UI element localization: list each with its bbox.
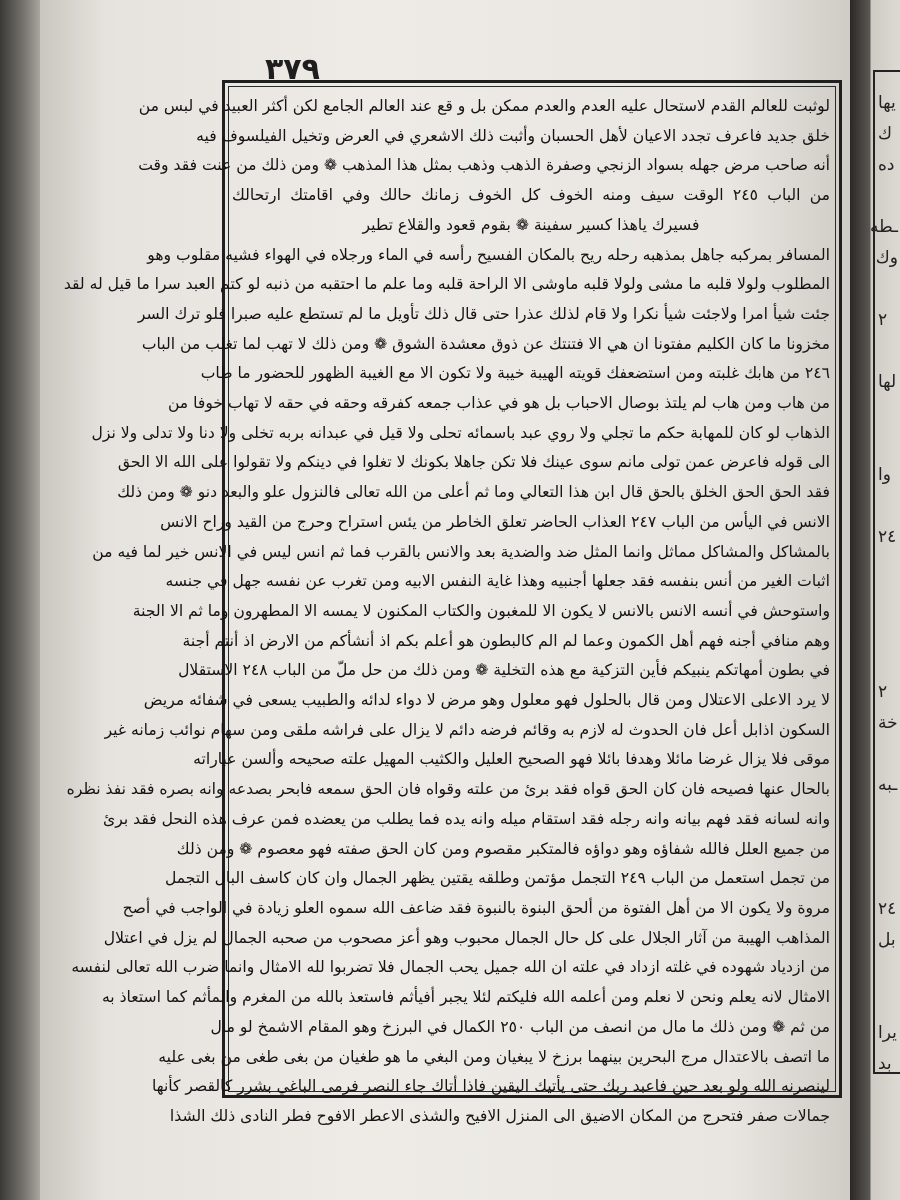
text-line: من جميع العلل فالله شفاؤه وهو دواؤه فالمتكبر مقصوم ومن كان الحق صفته فهو معصوم ❁ ومن ذلك [176,839,830,858]
page-number: ٣٧٩ [265,52,320,87]
text-line: في بطون أمهاتكم ينبيكم فأين التزكية مع هذه التخلية ❁ ومن ذلك من حل ملّ من الباب ٢٤٨ الاستقلال [178,661,830,680]
text-line: السكون اذابل أعل فان الحدوث له لازم به وقائم فرضه دائم لا يزال على فراشه ملقى ومن سهام نوائب زمانه غير [104,720,830,739]
margin-fragment [878,736,898,767]
margin-fragment [878,612,898,643]
main-text-block [63,92,830,1125]
text-line: وانه لسانه فقد فهم بيانه وانه رجله فقد استقام ميله وانه يده فما يطلب من يعضده فمن عرف هذه النحل فقد برئ [103,809,830,828]
margin-fragment [878,860,898,891]
text-line: من ثم ❁ ومن ذلك ما مال من انصف من الباب ٢٥٠ الكمال في البرزخ وهو المقام الاشمخ لو مال [210,1017,830,1036]
margin-fragment: لها [878,372,897,392]
margin-fragment: ـبه [878,775,898,795]
text-line: المسافر بمركبه جاهل بمذهبه رحله ريح بالمكان الفسيح رأسه في الماء ورجلاه في الهواء فشيه مقلوب وهو [147,245,830,264]
text-line: الذهاب لو كان للمهابة حكم ما تجلي ولا روي عبد باسمائه تحلى ولا قيل في عبدانه بربه تخلى ولا دنا ولا تدلى ولا نزل [91,423,830,442]
margin-fragment: ـطه [869,217,898,237]
verse-line: فسيرك ياهذا كسير سفينة ❁ بقوم قعود والقلاع تطير [362,215,700,234]
text-line: اثبات الغير من أنس بنفسه فقد جعلها أجنبيه وهذا غاية النفس الابيه ومن تغرب عن نفسه جهل في جنسه [165,572,830,591]
text-line: جمالات صفر فتحرج من المكان الاضيق الى المنزل الافيح والشذى الاعطر الافوح فطر النادى ذلك الشذا [169,1106,830,1125]
text-line: الانس في اليأس من الباب ٢٤٧ العذاب الحاضر تعلق الخاطر من يئس استراح وحرج من القيد وراح الانس [160,512,830,531]
text-line: من ازدياد شهوده في غلته ازداد في علته ان الله جميل يحب الجمال فلا تضربوا لله الامثال وانما ضرب الله تعالى لنفسه [71,958,830,977]
text-line: الامثال لانه يعلم ونحن لا نعلم ومن أعلمه الله فليكتم لئلا يجبر أفيأثم فاستعذ بالله من المغرم والمأثم كما استعاذ به [101,988,830,1007]
margin-fragment [878,178,898,209]
margin-fragment: وا [878,465,891,485]
text-line: جئت شيأ امرا ولاجئت شيأ نكرا ولا قام لذلك عذرا حتى قال ذلك تأويل ما لم تستطع عليه صبرا فلو ترك السر [137,304,830,323]
margin-fragment: ده [878,155,895,175]
next-page-margin-text [869,85,898,1074]
text-line: من تجمل استعمل من الباب ٢٤٩ التجمل مؤتمن وطلقه يقتين يظهر الجمال وان كان كاسف البال التجمل [164,869,830,888]
text-line: من الباب ٢٤٥ الوقت سيف ومنه الخوف كل الخوف زمانك حالك وفي اقامتك ارتحالك [232,186,830,205]
margin-fragment [878,984,898,1015]
text-line: وهم منافي أجنه فهم أهل الكمون وعما لم الم كالبطون هو أعلم بكم اذ أنشأكم من الارض اذ أنتم أجنة [182,631,830,650]
text-line: الى قوله فاعرض عمن تولى مانم سوى عينك فلا تكن جاهلا بكونك لا تغلوا في دينكم ولا تقولوا على الله الا الحق [117,453,830,472]
margin-fragment [878,333,898,364]
margin-fragment: بد [878,1054,892,1074]
text-line: مروة ولا يكون الا من أهل الفتوة من ألحق البنوة بالنبوة فقد ضاعف الله سموه العلو زيادة في الواجب في أصح [122,898,830,917]
text-line: فقد الحق الحق الخلق بالحق قال ابن هذا التعالي وما ثم أعلى من الله تعالى فالنزول علو والبعد دنو ❁ ومن ذلك [117,483,830,502]
left-gutter-shadow [0,0,40,1200]
margin-fragment [878,395,898,426]
margin-fragment [878,581,898,612]
margin-fragment: ك [878,124,893,144]
text-line: مخزونا ما كان الكليم مفتونا ان هي الا فتنتك عن ذوق معشدة الشوق ❁ ومن ذلك لا تهب لما تغلب من الباب [141,334,830,353]
margin-fragment: خة [878,713,898,733]
text-line: لينصرنه الله ولو بعد حين فاعبد ربك حتى يأتيك اليقين فاذا أتاك جاء النصر فرمى الباغي بشرر كالقصر كأنها [152,1077,830,1096]
margin-fragment [878,798,898,829]
margin-fragment [878,550,898,581]
margin-fragment [878,829,898,860]
text-line: ٢٤٦ من هابك غلبته ومن استضعفك قويته الهيبة خيبة ولا تكون الا مع الغيبة الظهور للحضور ما طاب [200,364,830,383]
margin-fragment: ٢٤ [878,527,897,547]
text-line: المطلوب ولولا قلبه ما مشى ولولا قلبه ماوشى الا الراحة قلبه وما علم ما احتقبه من ذنبه لو كتم العبد سرا ما قيل له لقد [63,275,830,294]
text-line: لا يرد الاعلى الاعتلال ومن قال بالحلول فهو معلول وهو مرض لا دواء لدائه والطبيب يسعى في شفائه مريض [143,691,830,710]
text-line: أنه صاحب مرض جهله بسواد الزنجي وصفرة الذهب وذهب بمثل هذا المذهب ❁ ومن ذلك من عنت فقد وقت [138,156,830,175]
margin-fragment: وك [875,248,898,268]
margin-fragment: ٢ [878,682,888,702]
margin-fragment [878,953,898,984]
margin-fragment [878,271,898,302]
margin-fragment: يها [878,93,896,113]
text-line: بالحال عنها فصيحه فان كان الحق قواه فقد برئ من علته وقواه فان الحق سمعه فابحر بصدعه وانه بصره فقد نفذ نظره [66,780,830,799]
margin-fragment: يرا [878,1023,897,1043]
text-line: لوثبت للعالم القدم لاستحال عليه العدم والعدم ممكن بل و قع عند العالم الجامع لكن أكثر العبيد في لبس من [138,97,830,115]
text-line: واستوحش في أنسه الانس بالانس لا يكون الا للمغبون والكتاب المكنون لا يمسه الا المطهرون وما ثم الا الجنة [132,601,830,620]
text-line: موقى فلا يزال غرضا مائلا وهدفا بائلا فهو الصحيح العليل والكثيب المهيل علته صحيحه وألسن عباراته [193,750,830,769]
text-line: ما اتصف بالاعتدال مرج البحرين بينهما برزخ لا يبغيان ومن البغي ما هو طغيان من بغى طغى من بغى عليه [158,1047,830,1066]
margin-fragment: بل [878,930,896,950]
margin-fragment [878,488,898,519]
margin-fragment: ٢ [878,310,888,330]
text-line: بالمشاكل والمشاكل مماثل وانما المثل ضد والضدية بعد والانس بالقرب فما ثم انس ليس في الانس خير لما فيه من [92,542,830,561]
text-line: خلق جديد فاعرف تجدد الاعيان لأهل الحسبان وأثبت ذلك الاشعري في العرض وتخيل الفيلسوف فيه [196,126,830,145]
text-line: المذاهب الهيبة من آثار الجلال على كل حال الجمال محبوب وهو أعز مصحوب من صحبه الجمال لم يزل في اعتلال [103,928,830,947]
text-line: من هاب ومن هاب لم يلتذ بوصال الاحباب بل هو في عذاب جمعه كفرقه وحقه في حقه لا تهاب خوفا من [167,394,830,413]
margin-fragment [878,426,898,457]
margin-fragment: ٢٤ [878,899,897,919]
margin-fragment [878,643,898,674]
